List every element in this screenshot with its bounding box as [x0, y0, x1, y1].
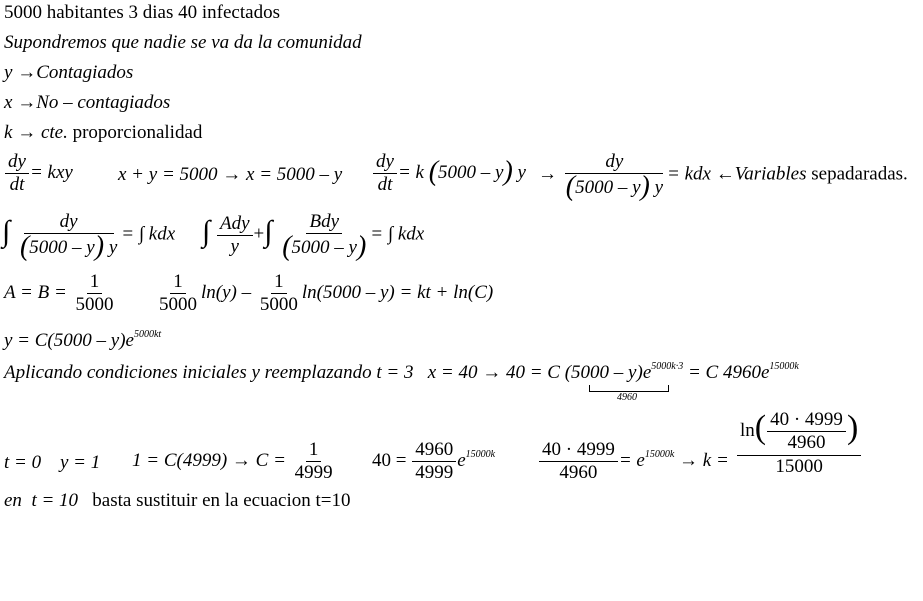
- final-instruction: basta sustituir en la ecuacion t=10: [92, 490, 351, 511]
- numerator: ln( $\frac{40 \cdot 4999}{4960}$ ): [737, 410, 861, 456]
- k-fraction: [736, 410, 862, 477]
- numerator: dy: [24, 212, 114, 234]
- arrow: →: [17, 122, 37, 143]
- c-fraction: [292, 440, 336, 483]
- exponent: 15000k: [769, 361, 799, 372]
- cte-label: cte.: [40, 122, 68, 143]
- arrow-k: → k =: [679, 449, 729, 471]
- numerator: 1: [271, 272, 287, 294]
- exponent: 15000k: [644, 448, 675, 460]
- x-equals-40: x = 40 → 40 = C: [427, 362, 560, 383]
- var-k: k: [4, 122, 13, 143]
- denominator: (5000 – y): [282, 231, 367, 262]
- numerator: 40 · 4999: [539, 440, 618, 462]
- line-4: [4, 92, 170, 114]
- denominator: dt: [9, 174, 25, 195]
- numerator: Bdy: [306, 212, 342, 234]
- a-equals-b: A = B =: [4, 281, 67, 303]
- factor-y: y: [654, 177, 664, 198]
- var-x: x: [4, 92, 13, 113]
- line-11-forty: [372, 440, 495, 483]
- line-3: [4, 62, 133, 84]
- line-11-ratio: [538, 440, 729, 483]
- line-1: [4, 2, 280, 24]
- underbrace: [589, 385, 669, 392]
- substitution: x + y = 5000 → x = 5000 – y: [118, 164, 343, 185]
- eq-c4960: = C 4960e: [687, 362, 770, 383]
- line-9: [4, 330, 161, 352]
- numerator: 4960: [412, 440, 456, 462]
- line-11-c: [132, 440, 337, 483]
- en-word: en: [4, 490, 22, 511]
- arrow: →: [538, 163, 557, 185]
- line-6-eq4: [538, 151, 908, 202]
- c-derivation: 1 = C(4999) → C =: [132, 449, 286, 471]
- dy-dt-fraction: [373, 152, 397, 195]
- denominator: 5000: [75, 294, 114, 315]
- paren-content: 5000 – y: [29, 237, 95, 258]
- t-equals-3: t = 3: [376, 362, 414, 383]
- numerator: 1: [306, 440, 322, 462]
- initial-conditions-text: Aplicando condiciones iniciales y reemplazando: [4, 362, 372, 383]
- integrand-fraction: [17, 211, 120, 262]
- assumption-text: Supondremos que nadie se va da la comunidad: [4, 32, 362, 53]
- separated-fraction: [563, 151, 666, 202]
- factor-y: y: [108, 237, 118, 258]
- e: e: [642, 362, 652, 383]
- line-5: [4, 122, 202, 144]
- rhs-kdx: = kdx ←: [667, 163, 735, 185]
- arrow: →: [17, 62, 37, 83]
- denominator: 5000: [259, 294, 298, 315]
- variables-word: Variables: [734, 163, 807, 185]
- denominator: 15000: [775, 456, 823, 477]
- paren-term: (5000 – y): [564, 362, 643, 383]
- denominator: 4960: [787, 432, 826, 453]
- line-6-eq3: [372, 152, 526, 195]
- paren-content: 5000 – y: [575, 177, 641, 198]
- b-fraction: [279, 211, 369, 262]
- k-value-fraction: [737, 410, 861, 477]
- paren-content: 5000 – y: [438, 161, 504, 183]
- rhs: = ∫ kdx: [121, 223, 176, 245]
- line-11-t0: [4, 452, 41, 474]
- line-8: [4, 272, 493, 315]
- y-equals-1: y = 1: [60, 452, 101, 473]
- denominator: 5000: [159, 294, 198, 315]
- numerator: dy: [565, 152, 663, 174]
- t-equals-10: t = 10: [31, 490, 79, 511]
- line-10: [4, 362, 799, 384]
- separadas-word: sepadaradas.: [811, 163, 908, 185]
- line-11-y1: [60, 452, 100, 474]
- ln: ln: [740, 419, 755, 441]
- integral-sign: ∫: [2, 215, 11, 249]
- line-6-eq1: [4, 152, 73, 195]
- line-12: [4, 490, 350, 512]
- ln-term-2: ln(5000 – y) = kt + ln(C): [301, 281, 494, 303]
- plus: +: [253, 223, 265, 245]
- denominator: 4999: [294, 462, 333, 483]
- numerator: dy: [373, 152, 397, 174]
- denominator: 4999: [415, 462, 454, 483]
- rhs: = ∫ kdx: [370, 223, 425, 245]
- arrow: →: [17, 92, 37, 113]
- factor-y: y: [517, 161, 526, 183]
- denominator: 4960: [559, 462, 598, 483]
- underbrace-label: 4960: [617, 392, 637, 403]
- equals-e: = e: [618, 449, 645, 471]
- line-2: [4, 32, 362, 54]
- line-6-eq2: [118, 164, 342, 186]
- denominator: (5000 – y) y: [565, 171, 664, 202]
- rhs-kxy: = kxy: [29, 161, 73, 183]
- numerator: 40 · 4999: [767, 410, 846, 432]
- integral-sign: ∫: [202, 215, 211, 249]
- numerator: 1: [87, 272, 103, 294]
- line-7-eq1: [2, 211, 176, 262]
- contagiados-label: Contagiados: [36, 62, 134, 83]
- no-contagiados-label: No – contagiados: [36, 92, 171, 113]
- numerator: 1: [170, 272, 186, 294]
- line-7-eq2: [202, 211, 425, 262]
- forty-equals: 40 =: [372, 449, 407, 471]
- denominator: dt: [377, 174, 393, 195]
- equals-k: = k: [397, 161, 424, 183]
- numerator: Ady: [217, 214, 253, 236]
- t-equals-0: t = 0: [4, 452, 42, 473]
- problem-statement: 5000 habitantes 3 dias 40 infectados: [4, 2, 280, 23]
- coef-fraction: [257, 272, 301, 315]
- e: e: [457, 449, 466, 471]
- exponent: 5000kt: [133, 329, 162, 340]
- integral-sign: ∫: [264, 215, 273, 249]
- paren-content: 5000 – y: [291, 237, 357, 258]
- ratio-fraction: [412, 440, 456, 483]
- exponent: 5000k·3: [651, 361, 684, 372]
- var-y: y: [4, 62, 13, 83]
- denominator: (5000 – y) y: [19, 231, 118, 262]
- right-paren: ): [503, 155, 513, 187]
- ratio-fraction-2: [539, 440, 618, 483]
- dy-dt-fraction: [5, 152, 29, 195]
- numerator: dy: [5, 152, 29, 174]
- a-fraction: [217, 214, 253, 257]
- denominator: y: [230, 235, 239, 257]
- proporcionalidad-label: proporcionalidad: [72, 122, 203, 143]
- inner-fraction: [767, 410, 846, 453]
- left-paren: (: [428, 155, 439, 187]
- exponent: 15000k: [465, 448, 496, 460]
- coef-fraction: [156, 272, 200, 315]
- coef-fraction: [73, 272, 117, 315]
- solution: y = C(5000 – y)e: [4, 330, 134, 351]
- ln-term-1: ln(y) –: [201, 281, 252, 303]
